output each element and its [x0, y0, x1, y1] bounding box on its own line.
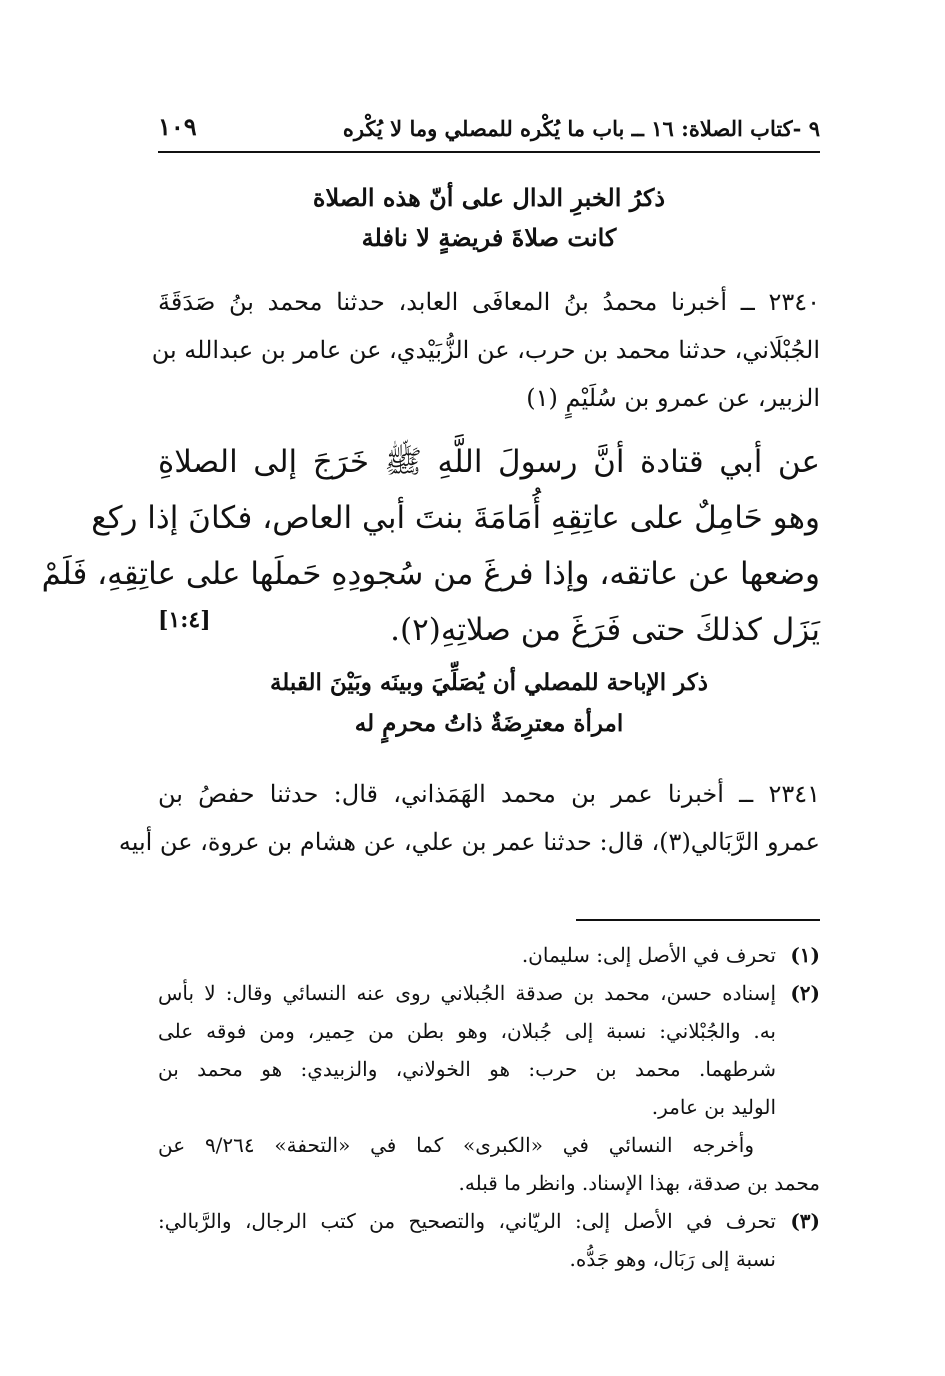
- text-line: الجُبْلَاني، حدثنا محمد بن حرب، عن الزُّبَيْدي، عن عامر بن عبدالله بن: [151, 336, 820, 364]
- heading-line: كانت صلاةَ فريضةٍ لا نافلة: [361, 223, 617, 252]
- footnote-2: [158, 974, 820, 1202]
- header-rule: [158, 151, 820, 153]
- footnote-line: إسناده حسن، محمد بن صدقة الجُبلاني روى عنه النسائي وقال: لا بأس: [158, 981, 776, 1005]
- hadith-2341-isnad: [118, 770, 820, 866]
- footnotes: [158, 936, 820, 1278]
- section-heading-2: [158, 662, 820, 744]
- text-line: يَزَل كذلكَ حتى فَرَغَ من صلاتِهِ(٢).: [390, 612, 820, 648]
- footnote-line: تحرف في الأصل إلى: سليمان.: [521, 943, 776, 967]
- hadith-2340-matn: [41, 434, 820, 658]
- footnote-subparagraph: [158, 1126, 776, 1164]
- footnote-number: (٣): [790, 1209, 820, 1233]
- text-line: وهو حَامِلٌ على عاتِقِهِ أُمَامَةَ بنتَ أبي العاص، فكانَ إذا ركع: [91, 500, 820, 536]
- footnote-number: (٢): [790, 981, 820, 1005]
- page-number: ١٠٩: [158, 112, 197, 141]
- section-heading-1: [158, 178, 820, 258]
- text-line: وضعها عن عاتقه، وإذا فرغَ من سُجودِهِ حَملَها على عاتِقِهِ، فَلَمْ: [41, 556, 820, 592]
- heading-line: ذكر الإباحة للمصلي أن يُصَلِّيَ وبينَه وبَيْنَ القبلة: [269, 669, 709, 696]
- footnote-line: نسبة إلى رَبَال، وهو جَدُّه.: [569, 1247, 776, 1271]
- footnote-line: به. والجُبْلاني: نسبة إلى جُبلان، وهو بطن من حِمير، ومن فوقه على: [158, 1019, 776, 1043]
- footnote-rule: [576, 919, 820, 921]
- text-line: ٢٣٤١ ــ أخبرنا عمر بن محمد الهَمَذاني، قال: حدثنا حفصُ بن: [158, 780, 820, 808]
- footnote-3: [158, 1202, 820, 1278]
- footnote-1: [158, 936, 820, 974]
- footnote-number: (١): [790, 943, 820, 967]
- text-line: عن أبي قتادة أنَّ رسولَ اللَّهِ ﷺ خَرَجَ إلى الصلاةِ: [158, 444, 820, 480]
- hadith-2340-isnad: [151, 278, 820, 422]
- footnote-line: وأخرجه النسائي في «الكبرى» كما في «التحفة» ٩/٢٦٤ عن: [158, 1133, 755, 1157]
- text-line: عمرو الرَّبَالي(٣)، قال: حدثنا عمر بن علي، عن هشام بن عروة، عن أبيه: [118, 828, 820, 856]
- heading-line: ذكرُ الخبرِ الدال على أنّ هذه الصلاة: [312, 183, 666, 212]
- reference-code: [١:٤]: [158, 607, 211, 633]
- footnote-line: تحرف في الأصل إلى: الريّاني، والتصحيح من كتب الرجال، والرَّبالي:: [158, 1209, 776, 1233]
- footnote-line: الوليد بن عامر.: [651, 1095, 776, 1119]
- footnote-line: محمد بن صدقة، بهذا الإسناد. وانظر ما قبله.: [458, 1171, 820, 1195]
- text-line: ٢٣٤٠ ــ أخبرنا محمدُ بنُ المعافَى العابد، حدثنا محمد بنُ صَدَقَةَ: [158, 288, 820, 316]
- heading-line: امرأة معترِضَةٌ ذاتُ محرمٍ له: [354, 710, 624, 737]
- running-title: ٩ -كتاب الصلاة: ١٦ ــ باب ما يُكْره للمصلي وما لا يُكْره: [342, 116, 820, 141]
- page-header: [158, 108, 820, 148]
- text-line: الزبير، عن عمرو بن سُلَيْمٍ (١): [526, 384, 820, 412]
- footnote-line: شرطهما. محمد بن حرب: هو الخولاني، والزبيدي: هو محمد بن: [158, 1057, 776, 1081]
